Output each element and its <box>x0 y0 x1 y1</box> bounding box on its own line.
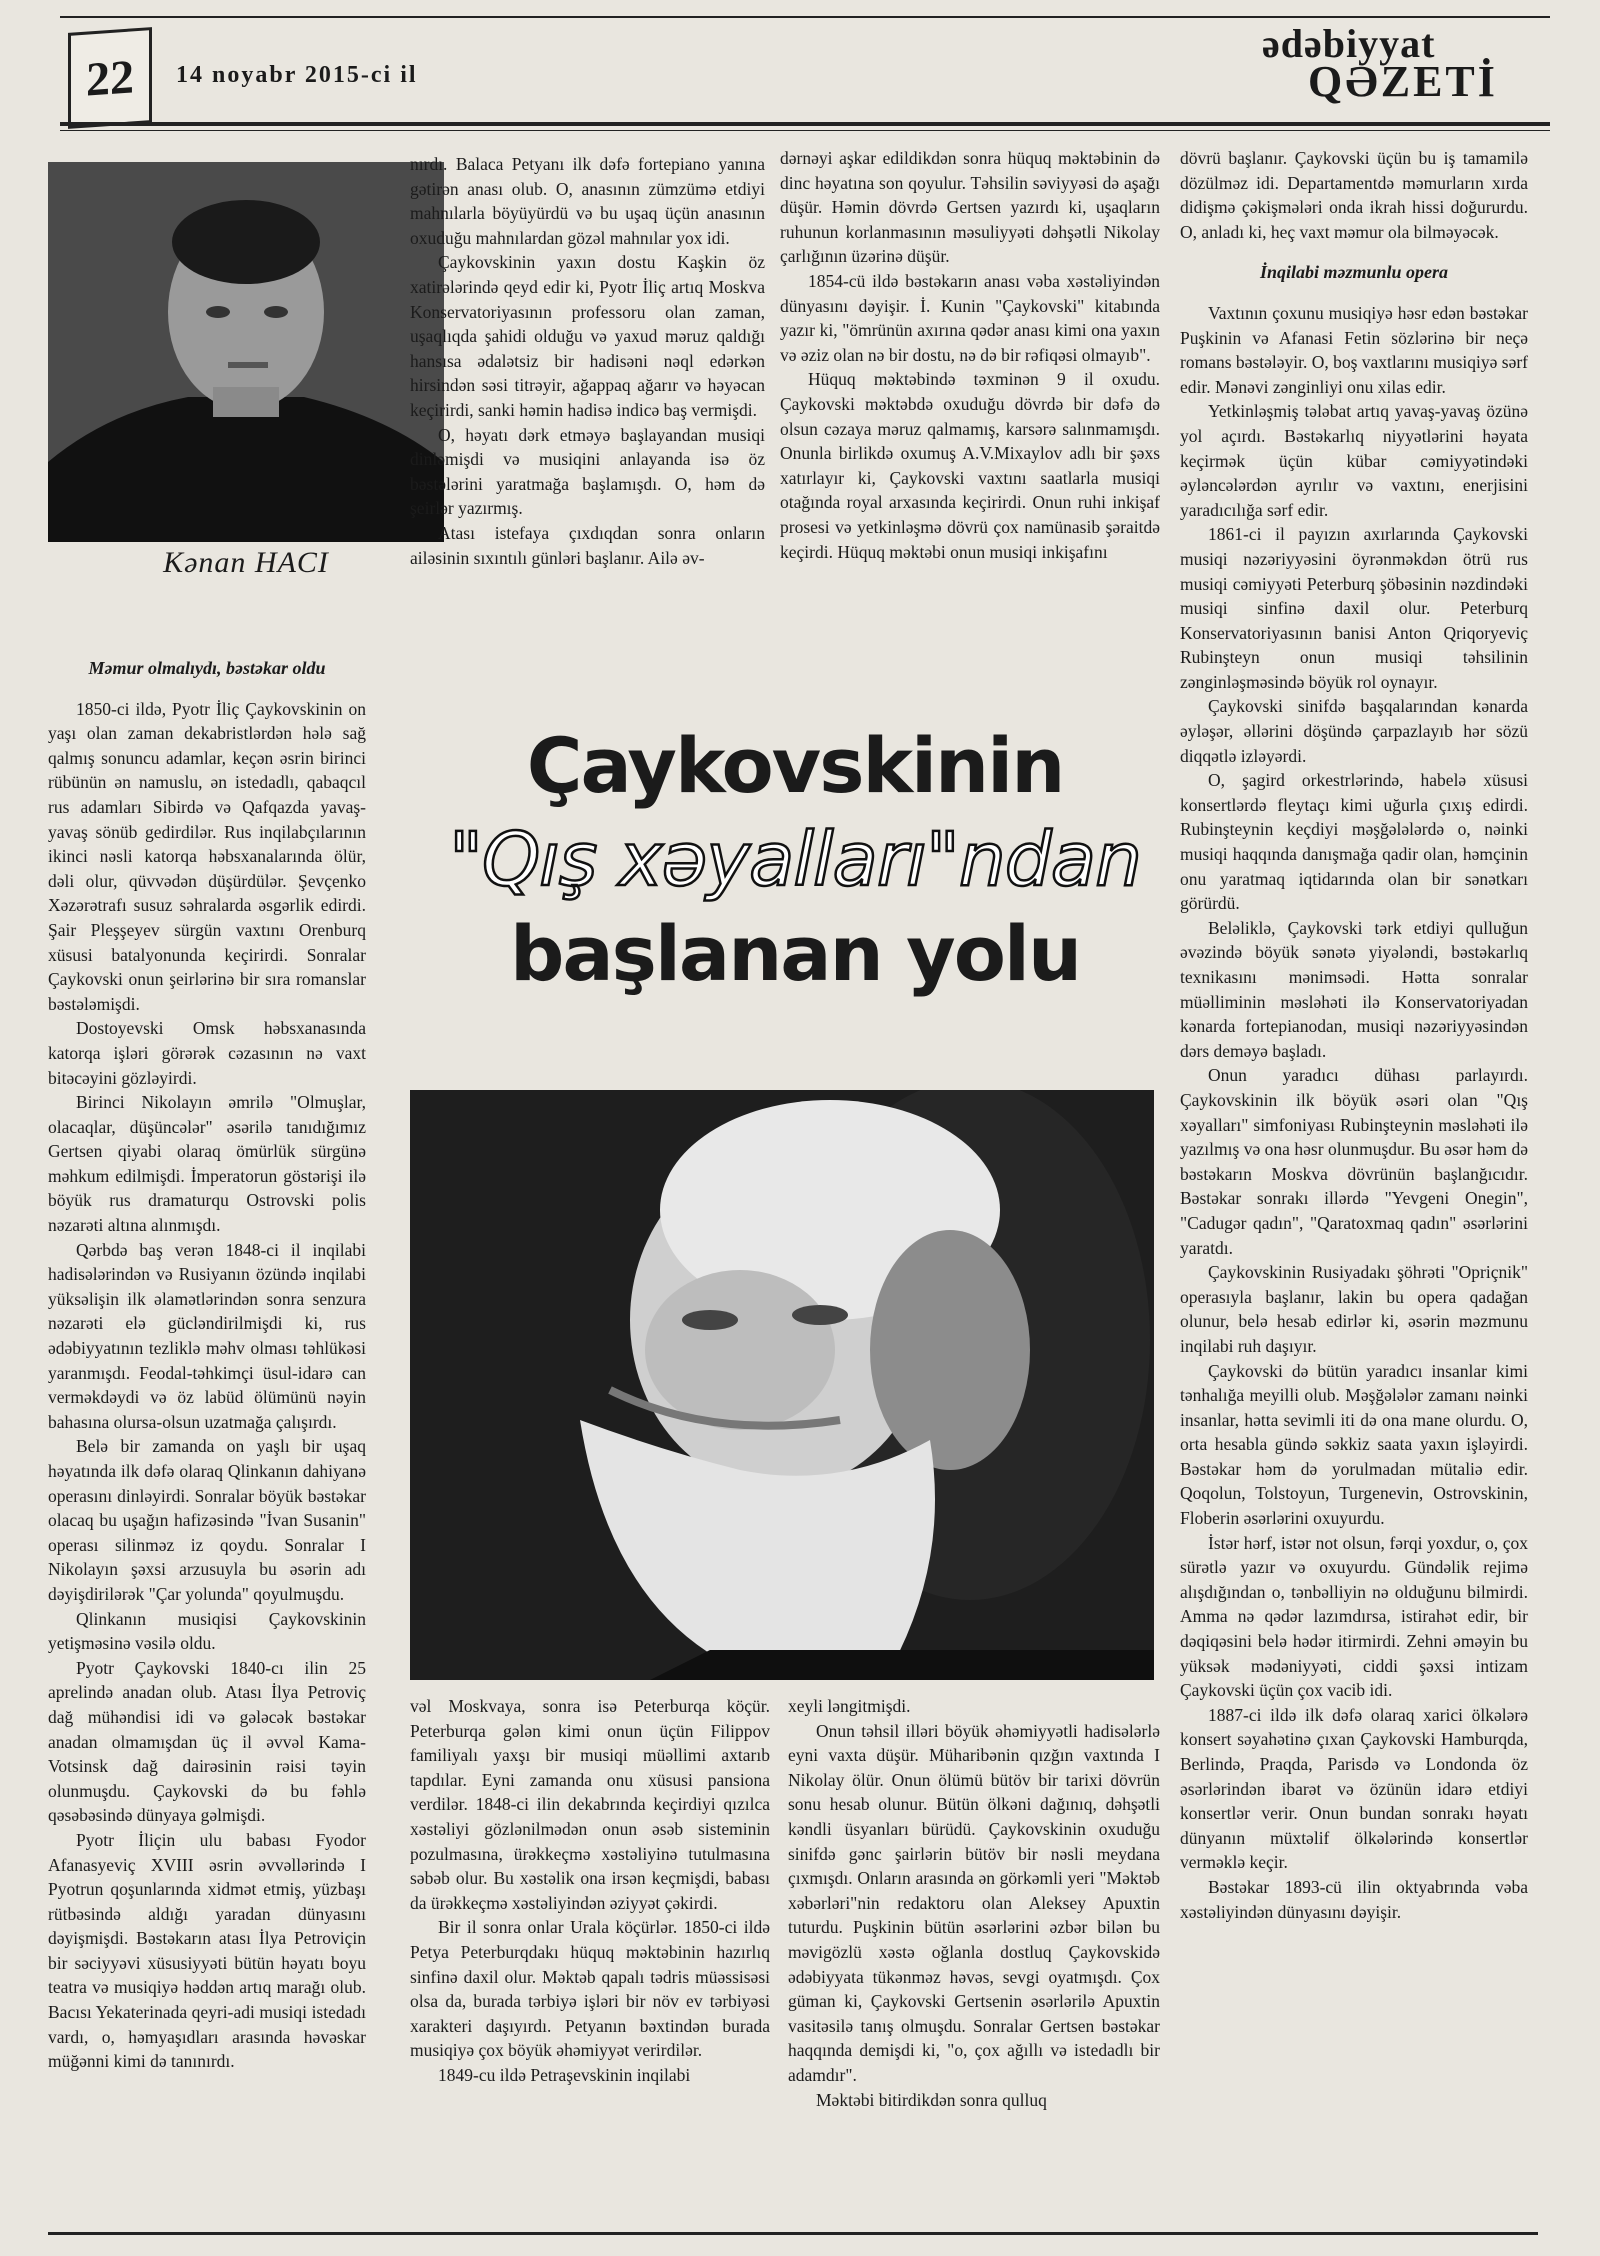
paragraph: Beləliklə, Çaykovski tərk etdiyi qulluğun əvəzində böyük sənətə yiyələndi, bəstəkarlıq texnikasını mənimsədi. Hətta sonralar müəlliminin məsləhəti ilə Konservatoriyadan kənarda fortepianodan, musiqi nəzəriyyəsindən dərs deməyə başladı. <box>1180 917 1528 1061</box>
page-number: 22 <box>68 27 152 129</box>
paragraph: Belə bir zamanda on yaşlı bir uşaq həyatında ilk dəfə olaraq Qlinkanın dahiyanə operasını dinləyirdi. Sonralar böyük bəstəkar olacaq bu uşağın hafizəsində "İvan Susanin" operası silinməz iz qoydu. Sonralar I Nikolayın şəxsi arzusuyla bu əsərin adı dəyişdirilərək "Çar yolunda" qoyulmuşdu. <box>48 1436 366 1604</box>
paragraph: İstər hərf, istər not olsun, fərqi yoxdur, o, çox sürətlə yazır və oxuyurdu. Gündəlik rejimə alışdığından o, tənbəlliyin nə olduğunu bilmirdi. Amma nə qədər lazımdırsa, istirahət edir, bir dəqiqəsini belə hədər itirmirdi. Zehni əməyin bu yüksək mədəniyyəti, ciddi şəxsi intizam Çaykovski üçün çox vacib idi. <box>1180 1532 1528 1701</box>
header-rule <box>60 122 1550 126</box>
paragraph: 1861-ci il payızın axırlarında Çaykovski musiqi nəzəriyyəsini öyrənməkdən ötrü rus musiqi cəmiyyəti Peterburq şöbəsinin nəzdindəki musiqi sinfinə daxil olur. Peterburq Konservatoriyasının banisi Anton Qriqoryeviç Rubinşteyn onun musiqi təhsilinin zənginləşməsində böyük rol oynayır. <box>1180 524 1528 692</box>
paragraph: Onun yaradıcı dühası parlayırdı. Çaykovskinin ilk böyük əsəri olan "Qış xəyalları" simfoniyası Rubinşteynin məsləhəti ilə yazılmış və ona həsr olunmuşdur. Bu əsər həm də bəstəkarın Moskva dövrünün başlanğıcıdır. Bəstəkar sonrakı illərdə "Yevgeni Onegin", "Cadugər qadın", "Qaratoxmaq qadın" əsərlərini yaratdı. <box>1180 1065 1528 1258</box>
paragraph: 1854-cü ildə bəstəkarın anası vəba xəstəliyindən dünyasını dəyişir. İ. Kunin "Çaykovski" kitabında yazır ki, "ömrünün axırına qədər anası kimi ona yaxın və əziz olan nə bir dostu, nə də bir rəfiqəsi olmayıb". <box>780 270 1160 365</box>
paragraph: Çaykovskinin yaxın dostu Kaşkin öz xatirələrində qeyd edir ki, Pyotr İliç artıq Moskva Konservatoriyasının professoru olan zaman, uşaqlıqda şahidi olduğu və yaxud məruz qaldığı hansısa ədalətsiz bir hadisəni nəql edərkən hirsindən səsi titrəyir, ağappaq ağarır və həyəcan keçirirdi, sanki həmin hadisə indicə baş vermişdi. <box>410 252 765 420</box>
tchaikovsky-portrait-image <box>410 1090 1154 1680</box>
headline-line1: Çaykovskinin <box>526 721 1064 810</box>
author-photo <box>48 162 444 542</box>
headline-line3: başlanan yolu <box>509 909 1081 998</box>
paragraph: Bəstəkar 1893-cü ilin oktyabrında vəba xəstəliyindən dünyasını dəyişir. <box>1180 1876 1528 1922</box>
masthead-line1: ədəbiyyat <box>1262 21 1436 66</box>
headline-line2: "Qış xəyalları"ndan <box>449 817 1141 903</box>
paragraph: 1850-ci ildə, Pyotr İliç Çaykovskinin on yaşı olan zaman dekabristlərdən hələ sağ qalmış sonuncu adamlar, keçən əsrin birinci rübünün ən namuslu, ən istedadlı, qabaqcıl rus adamları Sibirdə və Qafqazda yavaş-yavaş sönüb gedirdilər. Rus inqilabçılarının ikinci nəsli katorqa həbsxanalarında ölür, dəli olur, qüvvədən düşürdülər. Şevçenko Xəzərətrafı susuz səhralarda əsgərlik edirdi. Şair Pleşşeyev sürgün vaxtını Orenburq xüsusi batalyonunda keçirirdi. Sonralar Çaykovski onun şeirlərinə bir sıra romanslar bəstələmişdi. <box>48 698 366 1014</box>
tchaikovsky-photo <box>410 1090 1154 1680</box>
paragraph: O, həyatı dərk etməyə başlayandan musiqi dinləmişdi və musiqini anlayanda isə öz bəstələrini yaratmağa başlamışdı. O, həm də şeirlər yazırmış. <box>410 424 765 519</box>
paragraph: Pyotr İliçin ulu babası Fyodor Afanasyeviç XVIII əsrin əvvəllərində I Pyotrun qoşunlarında xidmət etmiş, yüzbaşı rütbəsində aldığı yaradan dünyasını dəyişmişdi. Bəstəkarın atası İlya Petroviçin bir səciyyəvi xüsusiyyəti bütün həyatı boyu teatra və musiqiyə həddən artıq marağı olub. Bacısı Yekaterinada qeyri-adi musiqi istedadı vardı, o, həmyaşıdları arasında həvəskar müğənni kimi də tanınırdı. <box>48 1829 366 2072</box>
column-1 <box>48 640 366 2220</box>
column-3-bottom <box>788 1694 1160 2214</box>
paragraph: nırdı. Balaca Petyanı ilk dəfə fortepiano yanına gətirən anası olub. O, anasının zümzümə etdiyi mahnılarla böyüyürdü və bu uşaq üçün anasının oxuduğu mahnılardan gözəl mahnılar yox idi. <box>410 154 765 248</box>
column-3-top <box>780 146 1160 706</box>
paragraph: Onun təhsil illəri böyük əhəmiyyətli hadisələrlə eyni vaxta düşür. Müharibənin qızğın vaxtında I Nikolay ölür. Onun ölümü bütöv bir tarixi dövrün sonu hesab olunur. Bütün ölkəni dağınıq, dəhşətli kəndli üsyanları bürüdü. Çaykovskinin oxuduğu sinifdə gənc şairlərin bütöv bir nəsli meydana çıxmışdı. Onların arasında ən görkəmli yeri "Məktəb xəbərləri"nin redaktoru olan Aleksey Apuxtin tuturdu. Puşkinin bütün əsərlərini əzbər bilən bu məvigözlü xəstə oğlanla dostluq Çaykovskidə ədəbiyyata tükənməz həvəs, sevgi oyatmışdı. Çox güman ki, Çaykovski Gertsenin əsərlərilə Apuxtin vasitəsilə tanış olmuşdu. Sonralar Gertsen bəstəkar haqqında demişdi ki, "o, çox ağıllı və istedadlı bir adamdır". <box>788 1720 1160 2085</box>
paragraph: Qərbdə baş verən 1848-ci il inqilabi hadisələrindən və Rusiyanın özündə inqilabi yüksəlişin ilk əlamətlərindən sonra senzura nəzarəti elə gücləndirilmişdi ki, rus ədəbiyyatının tezliklə məhv olması təhlükəsi yaranmışdı. Feodal-təhkimçi üsul-idarə can verməkdəydi və öz labüd ölümünü nəyin bahasına olursa-olsun uzatmağa çalışırdı. <box>48 1239 366 1432</box>
paragraph: Atası istefaya çıxdıqdan sonra onların ailəsinin sıxıntılı günləri başlanır. Ailə əv- <box>410 522 765 568</box>
author-portrait-image <box>48 162 444 542</box>
paragraph: Çaykovskinin Rusiyadakı şöhrəti "Opriçnik" operasıyla başlanır, lakin bu opera qadağan olunur, belə hesab edirlər ki, əsərin məzmunu inqilabi ruh daşıyır. <box>1180 1262 1528 1356</box>
paragraph: Çaykovski də bütün yaradıcı insanlar kimi tənhalığa meyilli olub. Məşğələlər zamanı nəinki insanlar, hətta sevimli iti də ona mane olurdu. O, orta hesabla gündə səkkiz saata yaxın işləyirdi. Bəstəkar həm də yorulmadan mütaliə edir. Qoqolun, Tolstoyun, Turgenevin, Ostrovskinin, Floberin əsərlərini oxuyurdu. <box>1180 1360 1528 1529</box>
paragraph: vəl Moskvaya, sonra isə Peterburqa köçür. Peterburqa gələn kimi onun üçün Filippov familiyalı yaxşı bir musiqi müəllimi axtarıb tapdılar. Eyni zamanda onu xüsusi pansiona verdilər. 1848-ci ilin dekabrında keçirdiyi qızılca xəstəliyi gözlənilmədən onun əsəb sisteminin pozulmasına, ürəkkeçmə xəstəliyinə tutulmasına səbəb olur. Bu xəstəlik ona irsən keçmişdi, babası da ürəkkeçmə xəstəliyindən əziyyət çəkirdi. <box>410 1696 770 1913</box>
subhead-2: İnqilabi məzmunlu opera <box>1259 262 1449 283</box>
top-rule <box>60 16 1550 18</box>
subhead-1: Məmur olmalıydı, bəstəkar oldu <box>88 658 326 678</box>
paragraph: Birinci Nikolayın əmrilə "Olmuşlar, olacaqlar, düşüncələr" əsərilə tanıdığımız Gertsen qiyabi olaraq ömürlük sürgünə məhkum edilmişdi. İmperatorun göstərişi ilə böyük rus dramaturqu Ostrovski polis nəzarəti altına alınmışdı. <box>48 1092 366 1236</box>
masthead-logo <box>1262 20 1512 106</box>
issue-date: 14 noyabr 2015-ci il <box>176 62 418 88</box>
paragraph: Dostoyevski Omsk həbsxanasında katorqa işləri görərək cəzasının nə vaxt bitəcəyini gözləyirdi. <box>48 1018 366 1088</box>
paragraph: 1887-ci ildə ilk dəfə olaraq xarici ölkələrə konsert səyahətinə çıxan Çaykovski Hamburqda, Berlində, Praqda, Parisdə və Londonda öz əsərlərindən ibarət və özünün idarə etdiyi konsertlər verir. Onun bundan sonrakı həyatı dünyanın müxtəlif ölkələrində konsertlər verməklə keçir. <box>1180 1704 1528 1873</box>
paragraph: O, şagird orkestrlərində, habelə xüsusi konsertlərdə fleytaçı kimi uğurla çıxış edirdi. Rubinşteynin keçdiyi məşğələlərdə o, nəinki musiqi haqqında danışmağa qadir olan, həmçinin onu yaratmaq iqtidarında olan bir sənətkarı görürdü. <box>1180 770 1528 914</box>
column-2-top <box>410 152 765 692</box>
masthead-line2: QƏZETİ <box>1308 57 1498 106</box>
headline <box>400 720 1190 1000</box>
paragraph: Hüquq məktəbində təxminən 9 il oxudu. Çaykovski məktəbdə oxuduğu dövrdə bir dəfə də olsun cəzaya məruz qalmamış, karsərə salınmamışdı. Onunla birlikdə oxumuş A.V.Mixaylov adlı bir şəxs xatırlayır ki, Çaykovski vaxtını saatlarla musiqi otağında royal arxasında keçirirdi. Onun ruhi inkişaf prosesi və yetkinləşmə dövrü çox namünasib şəraitdə keçirdi. Hüquq məktəbi onun musiqi inkişafını <box>780 369 1160 562</box>
paragraph: Məktəbi bitirdikdən sonra qulluq <box>816 2089 1047 2110</box>
paragraph: 1849-cu ildə Petraşevskinin inqilabi <box>438 2064 691 2085</box>
paragraph: Vaxtının çoxunu musiqiyə həsr edən bəstəkar Puşkinin və Afanasi Fetin sözlərinə bir neçə romans bəstələyir. O, boş vaxtlarını musiqiyə sərf edir. Mənəvi zənginliyi onu xilas edir. <box>1180 302 1528 397</box>
column-2-bottom <box>410 1694 770 2214</box>
paragraph: Yetkinləşmiş tələbat artıq yavaş-yavaş özünə yol açırdı. Bəstəkarlıq niyyətlərini həyata keçirmək üçün kübar cəmiyyətindəki əyləncələrdən ayrılır və vaxtını, enerjisini yaradıcılığa sərf edir. <box>1180 401 1528 520</box>
bottom-rule <box>48 2232 1538 2235</box>
paragraph: Bir il sonra onlar Urala köçürlər. 1850-ci ildə Petya Peterburqdakı hüquq məktəbinin hazırlıq sinfinə daxil olur. Məktəb qapalı tədris müəssisəsi olsa da, burada tərbiyə işləri bir növ ev tərbiyəsi xarakteri daşıyırdı. Petyanın bəxtindən burada musiqiyə çox böyük əhəmiyyət verirdilər. <box>410 1917 770 2061</box>
author-caption: Kənan HACI <box>163 546 329 579</box>
header-rule-thin <box>60 130 1550 131</box>
paragraph: Qlinkanın musiqisi Çaykovskinin yetişməsinə vəsilə oldu. <box>48 1608 366 1654</box>
paragraph: dərnəyi aşkar edildikdən sonra hüquq məktəbinin də dinc həyatına son qoyulur. Təhsilin səviyyəsi də aşağı düşür. Həmin dövrdə Gertsen yazırdı ki, uşaqların ruhunun korlanmasının məsuliyyəti dəhşətli Nikolay çarlığının üzərinə düşür. <box>780 148 1160 267</box>
paragraph: Çaykovski sinifdə başqalarından kənarda əyləşər, əllərini döşündə çarpazlayıb hər sözü diqqətlə izləyərdi. <box>1180 696 1528 766</box>
paragraph: Pyotr Çaykovski 1840-cı ilin 25 aprelində anadan olub. Atası İlya Petroviç dağ mühəndisi idi və gələcək bəstəkar anadan olmamışdan üç il əvvəl Kama-Votsinsk dağ dairəsinin rəisi təyin olunmuşdu. Çaykovski də bu fəhlə qəsəbəsində dünyaya gəlmişdi. <box>48 1657 366 1826</box>
paragraph: xeyli ləngitmişdi. <box>788 1696 911 1716</box>
paragraph: dövrü başlanır. Çaykovski üçün bu iş tamamilə dözülməz idi. Departamentdə məmurların xırda didişmə çəkişmələri onda ikrah hissi doğururdu. O, anladı ki, heç vaxt məmur ola bilməyəcək. <box>1180 148 1528 242</box>
column-4 <box>1180 146 1528 2216</box>
